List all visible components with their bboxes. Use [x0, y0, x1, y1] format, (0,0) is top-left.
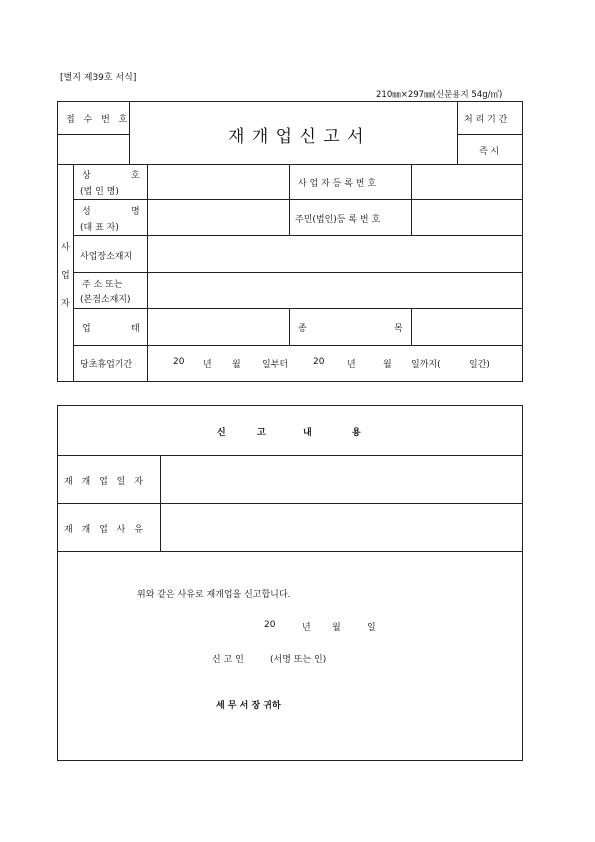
report-heading-3: 내 — [303, 428, 312, 438]
signature-placeholder[interactable]: (서명 또는 인) — [270, 655, 327, 665]
business-item-label-2: 목 — [394, 324, 403, 334]
processing-period-label: 처 리 기 간 — [464, 115, 508, 125]
closure-period-part: 일간) — [469, 360, 490, 370]
trade-name-label-1: 상 — [82, 171, 91, 181]
report-date-part: 월 — [332, 623, 341, 633]
declaration-statement: 위와 같은 사유로 재개업을 신고합니다. — [137, 590, 291, 600]
closure-period-part: 20 — [313, 357, 325, 367]
address-field[interactable] — [148, 273, 522, 308]
closure-period-part: 년 — [203, 360, 212, 370]
address-label-1: 주 소 또는 — [82, 280, 123, 290]
business-type-label-1: 업 — [82, 324, 91, 334]
reopen-reason-label: 재 개 업 사 유 — [64, 525, 146, 535]
addressee: 세 무 서 장 귀하 — [216, 701, 281, 711]
representative-label-3: (대 표 자) — [80, 223, 119, 233]
closure-period-part: 월 — [232, 360, 241, 370]
reporter-label: 신 고 인 — [212, 655, 244, 665]
applicant-side-label-1: 사 — [61, 243, 70, 253]
form-title: 재 개 업 신 고 서 — [228, 127, 365, 147]
representative-label-1: 성 — [82, 207, 91, 217]
reopen-reason-field[interactable] — [161, 504, 522, 551]
business-registration-number-field[interactable] — [412, 165, 522, 199]
report-heading-4: 용 — [352, 428, 361, 438]
resident-number-label: 주민(법인)등 록 번 호 — [295, 215, 381, 225]
paper-size: 210㎜×297㎜(신문용지 54g/㎡) — [376, 90, 503, 100]
trade-name-label-2: 호 — [131, 171, 140, 181]
business-location-field[interactable] — [148, 236, 522, 272]
trade-name-label-3: (법 인 명) — [80, 187, 119, 197]
original-closure-period-label: 당초휴업기간 — [80, 360, 133, 370]
business-location-label: 사업장소재지 — [80, 252, 133, 262]
resident-number-field[interactable] — [412, 200, 522, 235]
closure-period-part: 월 — [383, 360, 392, 370]
applicant-side-label-3: 자 — [61, 299, 70, 309]
report-date-part: 년 — [302, 623, 311, 633]
business-item-field[interactable] — [412, 309, 522, 345]
report-heading-1: 신 — [217, 428, 226, 438]
closure-period-part: 년 — [347, 360, 356, 370]
report-heading-2: 고 — [257, 428, 266, 438]
closure-period-part: 일부터 — [262, 360, 289, 370]
business-registration-number-label: 사 업 자 등 록 번 호 — [298, 179, 377, 189]
closure-period-part: 일까지( — [411, 360, 441, 370]
report-date-part: 20 — [264, 620, 276, 630]
business-type-label-2: 태 — [131, 324, 140, 334]
reopen-date-label: 재 개 업 일 자 — [64, 477, 146, 487]
representative-label-2: 명 — [131, 207, 140, 217]
business-type-field[interactable] — [148, 309, 289, 345]
reopen-date-field[interactable] — [161, 456, 522, 503]
address-label-2: (본점소재지) — [80, 295, 131, 305]
closure-period-part: 20 — [173, 357, 185, 367]
representative-field[interactable] — [148, 200, 289, 235]
report-date-part: 일 — [367, 623, 376, 633]
processing-period-value: 즉 시 — [479, 147, 500, 157]
form-number: [별지 제39호 서식] — [60, 73, 137, 83]
trade-name-field[interactable] — [148, 165, 289, 199]
business-item-label-1: 종 — [298, 324, 307, 334]
applicant-side-label-2: 업 — [61, 271, 70, 281]
receipt-number-label: 접 수 번 호 — [66, 115, 131, 125]
